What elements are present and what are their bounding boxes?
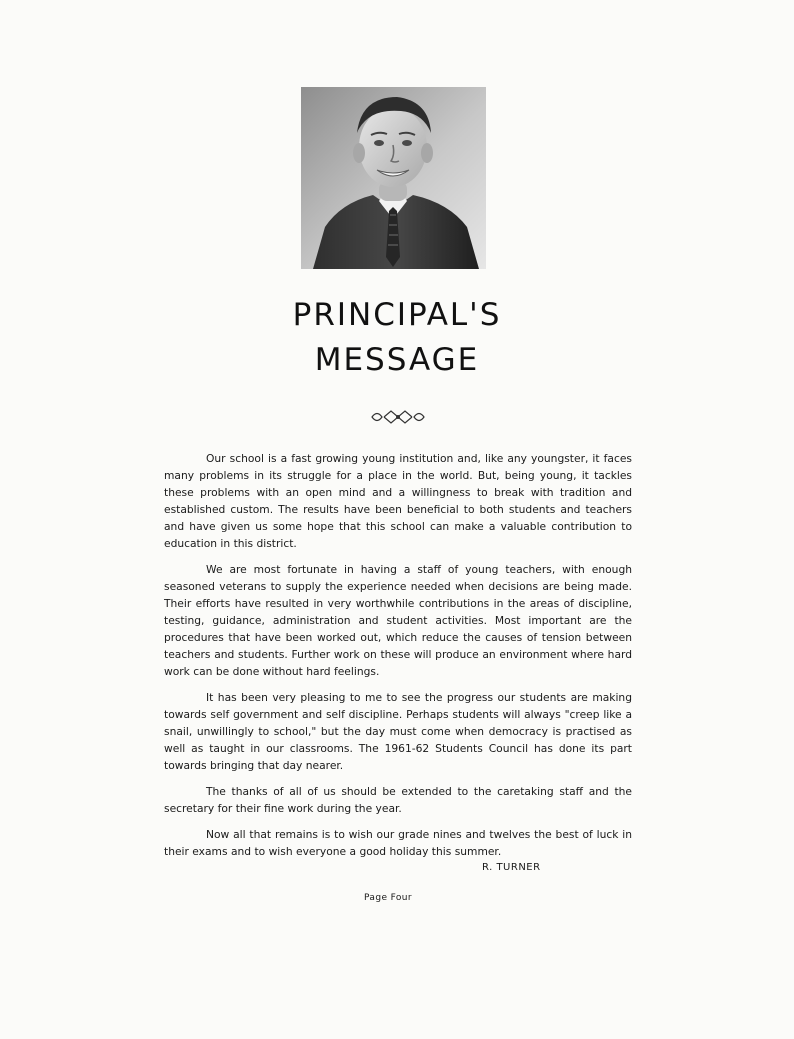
- message-paragraph-5: Now all that remains is to wish our grade nines and twelves the best of luck in their exams and to wish everyone a good holiday this summer.: [164, 828, 632, 858]
- message-paragraph-1: Our school is a fast growing young institution and, like any youngster, it faces many problems in its struggle for a place in the world. But, being young, it tackles these problems with an open mind and a willingness to break with tradition and established custom. The results have been beneficial to both students and teachers and have given us some hope that this school can make a valuable contribution to education in this district.: [164, 452, 632, 550]
- decorative-flourish-icon: [370, 409, 426, 425]
- message-paragraph-4: The thanks of all of us should be extended to the caretaking staff and the secretary for their fine work during the year.: [164, 785, 632, 815]
- message-paragraph-3: It has been very pleasing to me to see the progress our students are making towards self government and self discipline. Perhaps students will always "creep like a snail, unwillingly to school," but the day must come when democracy is practised as well as taught in our classrooms. The 1961-62 Students Council has done its part towards bringing that day nearer.: [164, 691, 632, 772]
- page-title-line-1: PRINCIPAL'S: [292, 297, 502, 333]
- signature: R. TURNER: [482, 862, 541, 873]
- principal-message-body: [164, 450, 632, 869]
- page-title-line-2: MESSAGE: [314, 342, 480, 378]
- message-paragraph-2: We are most fortunate in having a staff of young teachers, with enough seasoned veterans to supply the experience needed when decisions are being made. Their efforts have resulted in very worthwhile contributions in the areas of discipline, testing, guidance, administration and student activities. Most important are the procedures that have been worked out, which reduce the causes of tension between teachers and students. Further work on these will produce an environment where hard work can be done without hard feelings.: [164, 563, 632, 678]
- page-number: Page Four: [364, 893, 413, 903]
- principal-portrait: [301, 87, 486, 269]
- portrait-photo-image: [301, 87, 486, 269]
